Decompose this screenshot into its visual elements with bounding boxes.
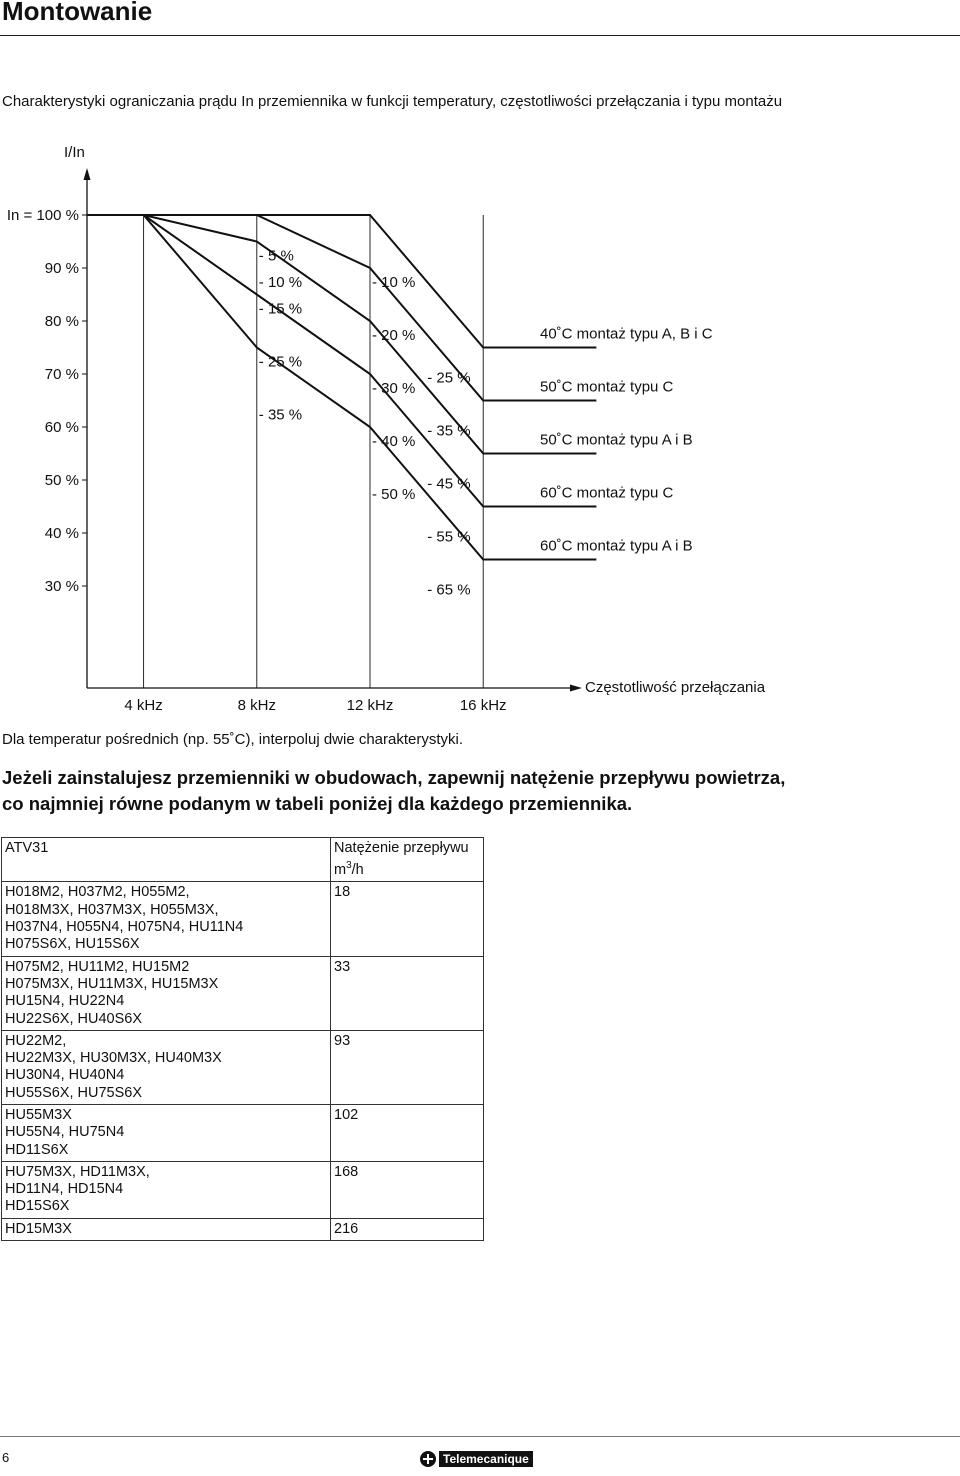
model-line: H037N4, H055N4, H075N4, HU11N4	[5, 919, 244, 936]
model-line: H018M2, H037M2, H055M2,	[5, 884, 190, 901]
model-line: HU75M3X, HD11M3X,	[5, 1163, 150, 1180]
y-tick-label: 50 %	[44, 472, 79, 489]
series-line	[87, 215, 596, 401]
airflow-value: 18	[331, 882, 484, 956]
chart-subtitle: Charakterystyki ograniczania prądu In przemiennika w funkcji temperatury, częstotliwości przełączania i typu montażu	[2, 93, 783, 110]
derating-annotation: - 35 %	[258, 406, 303, 424]
model-line: HU55M3X	[5, 1106, 72, 1123]
enclosure-warning	[2, 765, 785, 817]
model-line: HD11S6X	[5, 1141, 69, 1158]
airflow-value: 216	[331, 1218, 484, 1240]
warning-line-1: Jeżeli zainstalujesz przemienniki w obudowach, zapewnij natężenie przepływu powietrza,	[2, 767, 786, 788]
table-row	[2, 1218, 484, 1240]
model-line: H075S6X, HU15S6X	[5, 936, 140, 953]
model-line: HU22S6X, HU40S6X	[5, 1010, 143, 1027]
airflow-value: 33	[331, 956, 484, 1030]
model-line: HD11N4, HD15N4	[5, 1181, 124, 1198]
table-row	[2, 882, 484, 956]
page-number: 6	[2, 1450, 10, 1465]
x-tick-label: 12 kHz	[346, 697, 394, 714]
derating-annotation: - 25 %	[258, 353, 303, 371]
y-tick-label: 40 %	[44, 525, 79, 542]
airflow-value: 102	[331, 1104, 484, 1161]
model-line: H075M3X, HU11M3X, HU15M3X	[5, 975, 219, 992]
derating-annotation: - 10 %	[372, 274, 416, 291]
model-line: HU30N4, HU40N4	[5, 1067, 125, 1084]
x-tick-label: 16 kHz	[459, 697, 507, 714]
model-line: HU55N4, HU75N4	[5, 1124, 125, 1141]
y-tick-label: 80 %	[44, 313, 79, 330]
model-line: HD15M3X	[5, 1220, 72, 1237]
models-cell	[2, 1104, 331, 1161]
table-row	[2, 1161, 484, 1218]
model-line: HU22M3X, HU30M3X, HU40M3X	[5, 1050, 222, 1067]
header-airflow	[331, 838, 484, 882]
airflow-value: 168	[331, 1161, 484, 1218]
derating-annotation: - 65 %	[427, 581, 471, 599]
series-line	[87, 215, 596, 348]
model-line: HU22M2,	[5, 1032, 67, 1049]
derating-annotation: - 45 %	[427, 475, 471, 493]
model-line: H075M2, HU11M2, HU15M2	[5, 958, 190, 975]
table-row	[2, 1030, 484, 1104]
derating-annotation: - 35 %	[427, 422, 471, 440]
y-tick-label: 60 %	[44, 419, 79, 436]
airflow-value: 93	[331, 1030, 484, 1104]
series-line	[87, 215, 596, 454]
y-axis-arrow-icon	[84, 168, 91, 180]
y-axis-title: I/In	[64, 144, 85, 161]
y-tick-label: In = 100 %	[6, 207, 79, 224]
logo-text: Telemecanique	[439, 1451, 533, 1467]
models-cell	[2, 1218, 331, 1240]
y-tick-label: 70 %	[44, 366, 79, 383]
series-label: 40˚C montaż typu A, B i C	[540, 325, 713, 343]
derating-annotation: - 55 %	[427, 528, 471, 546]
x-axis-title: Częstotliwość przełączania	[585, 679, 766, 696]
header-atv31: ATV31	[2, 838, 331, 882]
derating-annotation: - 5 %	[258, 247, 294, 265]
page-title: Montowanie	[2, 0, 153, 26]
derating-annotation: - 30 %	[372, 380, 416, 397]
warning-line-2: co najmniej równe podanym w tabeli poniżej dla każdego przemiennika.	[2, 793, 633, 814]
derating-annotation: - 20 %	[372, 327, 416, 344]
header-airflow-unit: $m^3/h$	[334, 860, 364, 879]
telemecanique-logo-icon	[420, 1451, 436, 1467]
series-line	[87, 215, 596, 560]
model-line: HD15S6X	[5, 1198, 70, 1215]
model-line: HU15N4, HU22N4	[5, 993, 125, 1010]
footer-divider	[0, 1436, 960, 1437]
derating-annotation: - 15 %	[258, 300, 303, 318]
series-label: 50˚C montaż typu C	[540, 378, 674, 396]
x-tick-label: 4 kHz	[124, 697, 163, 714]
models-cell	[2, 1161, 331, 1218]
brand-logo	[420, 1451, 533, 1467]
interpolation-note: Dla temperatur pośrednich (np. 55˚C), interpoluj dwie charakterystyki.	[2, 731, 464, 748]
models-cell	[2, 882, 331, 956]
airflow-table	[1, 837, 484, 1241]
series-label: 50˚C montaż typu A i B	[540, 431, 693, 449]
derating-annotation: - 40 %	[372, 433, 416, 450]
header-airflow-label: Natężenie przepływu	[334, 840, 469, 856]
derating-annotation: - 10 %	[258, 274, 303, 291]
derating-annotation: - 25 %	[427, 369, 471, 387]
series-label: 60˚C montaż typu C	[540, 484, 674, 502]
model-line: H018M3X, H037M3X, H055M3X,	[5, 901, 219, 918]
y-tick-label: 30 %	[44, 578, 79, 595]
table-row	[2, 1104, 484, 1161]
x-tick-label: 8 kHz	[237, 697, 276, 714]
models-cell	[2, 1030, 331, 1104]
model-line: HU55S6X, HU75S6X	[5, 1084, 143, 1101]
series-line	[87, 215, 596, 507]
derating-chart	[0, 0, 960, 730]
derating-annotation: - 50 %	[372, 486, 416, 503]
models-cell	[2, 956, 331, 1030]
table-row	[2, 956, 484, 1030]
series-label: 60˚C montaż typu A i B	[540, 537, 693, 555]
x-axis-arrow-icon	[570, 685, 582, 692]
table-header-row	[2, 838, 484, 882]
y-tick-label: 90 %	[44, 260, 79, 277]
